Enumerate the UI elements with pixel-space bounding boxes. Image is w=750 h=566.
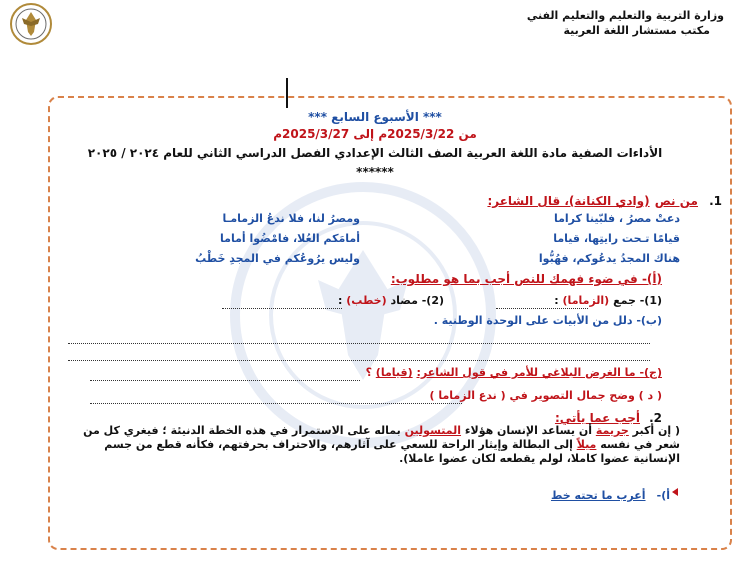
q2-para-word-1: جريمة [595,424,629,437]
answer-line-b2[interactable] [68,360,650,361]
q2-para-end: . [399,452,404,465]
q1-a2-word: (خطب) [346,294,387,307]
q1-a1-label: (1)- جمع [613,294,662,307]
subject-line: الأداءات الصفية مادة اللغة العربية الصف الثالث الإعدادي الفصل الدراسي الثاني للعام ٢٠٢٤ / ٢٠٢٥ [87,146,663,160]
q2-number: 2. [649,411,662,425]
q1-part-c-label: (ج)- ما الغرض البلاغي للأمر في قول الشاعر: [416,366,662,379]
verse-1-second: ومصرُ لنا، فلا ندعُ الزمامـا [222,212,360,225]
q1-a1-word: (الزماما) [562,294,610,307]
q2-para-part-2: أن يساعد الإنسان هؤلاء [464,424,592,437]
answer-line-b1[interactable] [68,343,650,344]
verse-3-first: هناك المجدُ يدعُوكم، فهُبُّوا [538,252,680,265]
q1-intro-prefix: من نص [654,194,698,208]
q2-part-a [551,484,670,503]
q1-part-c-qmark: ؟ [365,366,372,379]
q2-label: أجب عما يأتي: [554,411,640,425]
q1-a1-colon: : [554,294,559,307]
q1-part-c-word: (قياما) [375,366,413,379]
ministry-name: وزارة التربية والتعليم والتعليم الفني [526,9,724,22]
q1-part-d [430,389,663,402]
q1-a2 [338,294,444,307]
q1-heading [487,190,722,209]
date-range: من 2025/3/22م إلى 2025/3/27م [273,127,477,141]
q1-a2-label: (2)- مضاد [390,294,444,307]
q2-part-a-number: أ)- [656,489,670,502]
bullet-arrow-icon [672,488,678,496]
q2-para-part-4: إلى البطالة وإيثار الراحة للسعي على آثارهم، والاحتراف بحرفتهم، فكأنه قطع من جسم الإنسانية عضوا كاملا، لولم يقطعه لكان عضوا عاملا) [104,438,680,465]
q2-para-part-3: بماله على الاستمرار في هذه الخطة الدنيئة ؛ فيغري كل من شعر في نفسه [83,424,680,451]
q2-para-word-3: ميلاً [576,438,597,451]
answer-line-a1[interactable] [496,308,588,309]
q1-part-d-word: ( ندع الزماما ) [429,389,506,402]
q1-a1 [554,294,662,307]
week-title: *** الأسبوع السابع *** [308,110,442,124]
q2-para-word-2: المتسولين [404,424,462,437]
q1-part-d-label: ( د ) وضح جمال التصوير في [509,389,662,402]
q2-part-a-label: أعرب ما تحته خط [550,489,646,502]
verse-2-second: أمامَكم العُلا، فامْضُوا أماما [220,232,360,245]
verse-2-first: قيامًا تـحت رايتِها، قياما [553,232,680,245]
answer-line-c[interactable] [90,380,360,381]
stars-line: ****** [356,165,394,179]
answer-line-a2[interactable] [222,308,342,309]
q1-number: 1. [709,194,722,208]
q1-part-b-label: (ب)- دلل من الأبيات على الوحدة الوطنية . [433,314,662,327]
answer-line-d[interactable] [90,403,462,404]
verse-3-second: وليس يرُوعُكم في المجدِ خَطْبُ [195,252,360,265]
q2-paragraph [70,424,680,466]
q1-part-a-label: (أ)- في ضوء فهمك للنص أجب بما هو مطلوب: [390,272,662,286]
ministry-logo-emblem [8,2,54,46]
verse-1-first: دعتْ مصرُ ، فلبّينا كراما [553,212,680,225]
q1-intro-title: (وادي الكنانة)، قال الشاعر: [487,194,650,208]
q2-para-part-1: ( إن أكبر [632,424,680,437]
office-name: مكتب مستشار اللغة العربية [563,24,710,37]
q1-a2-colon: : [338,294,343,307]
q1-part-c [366,366,662,379]
